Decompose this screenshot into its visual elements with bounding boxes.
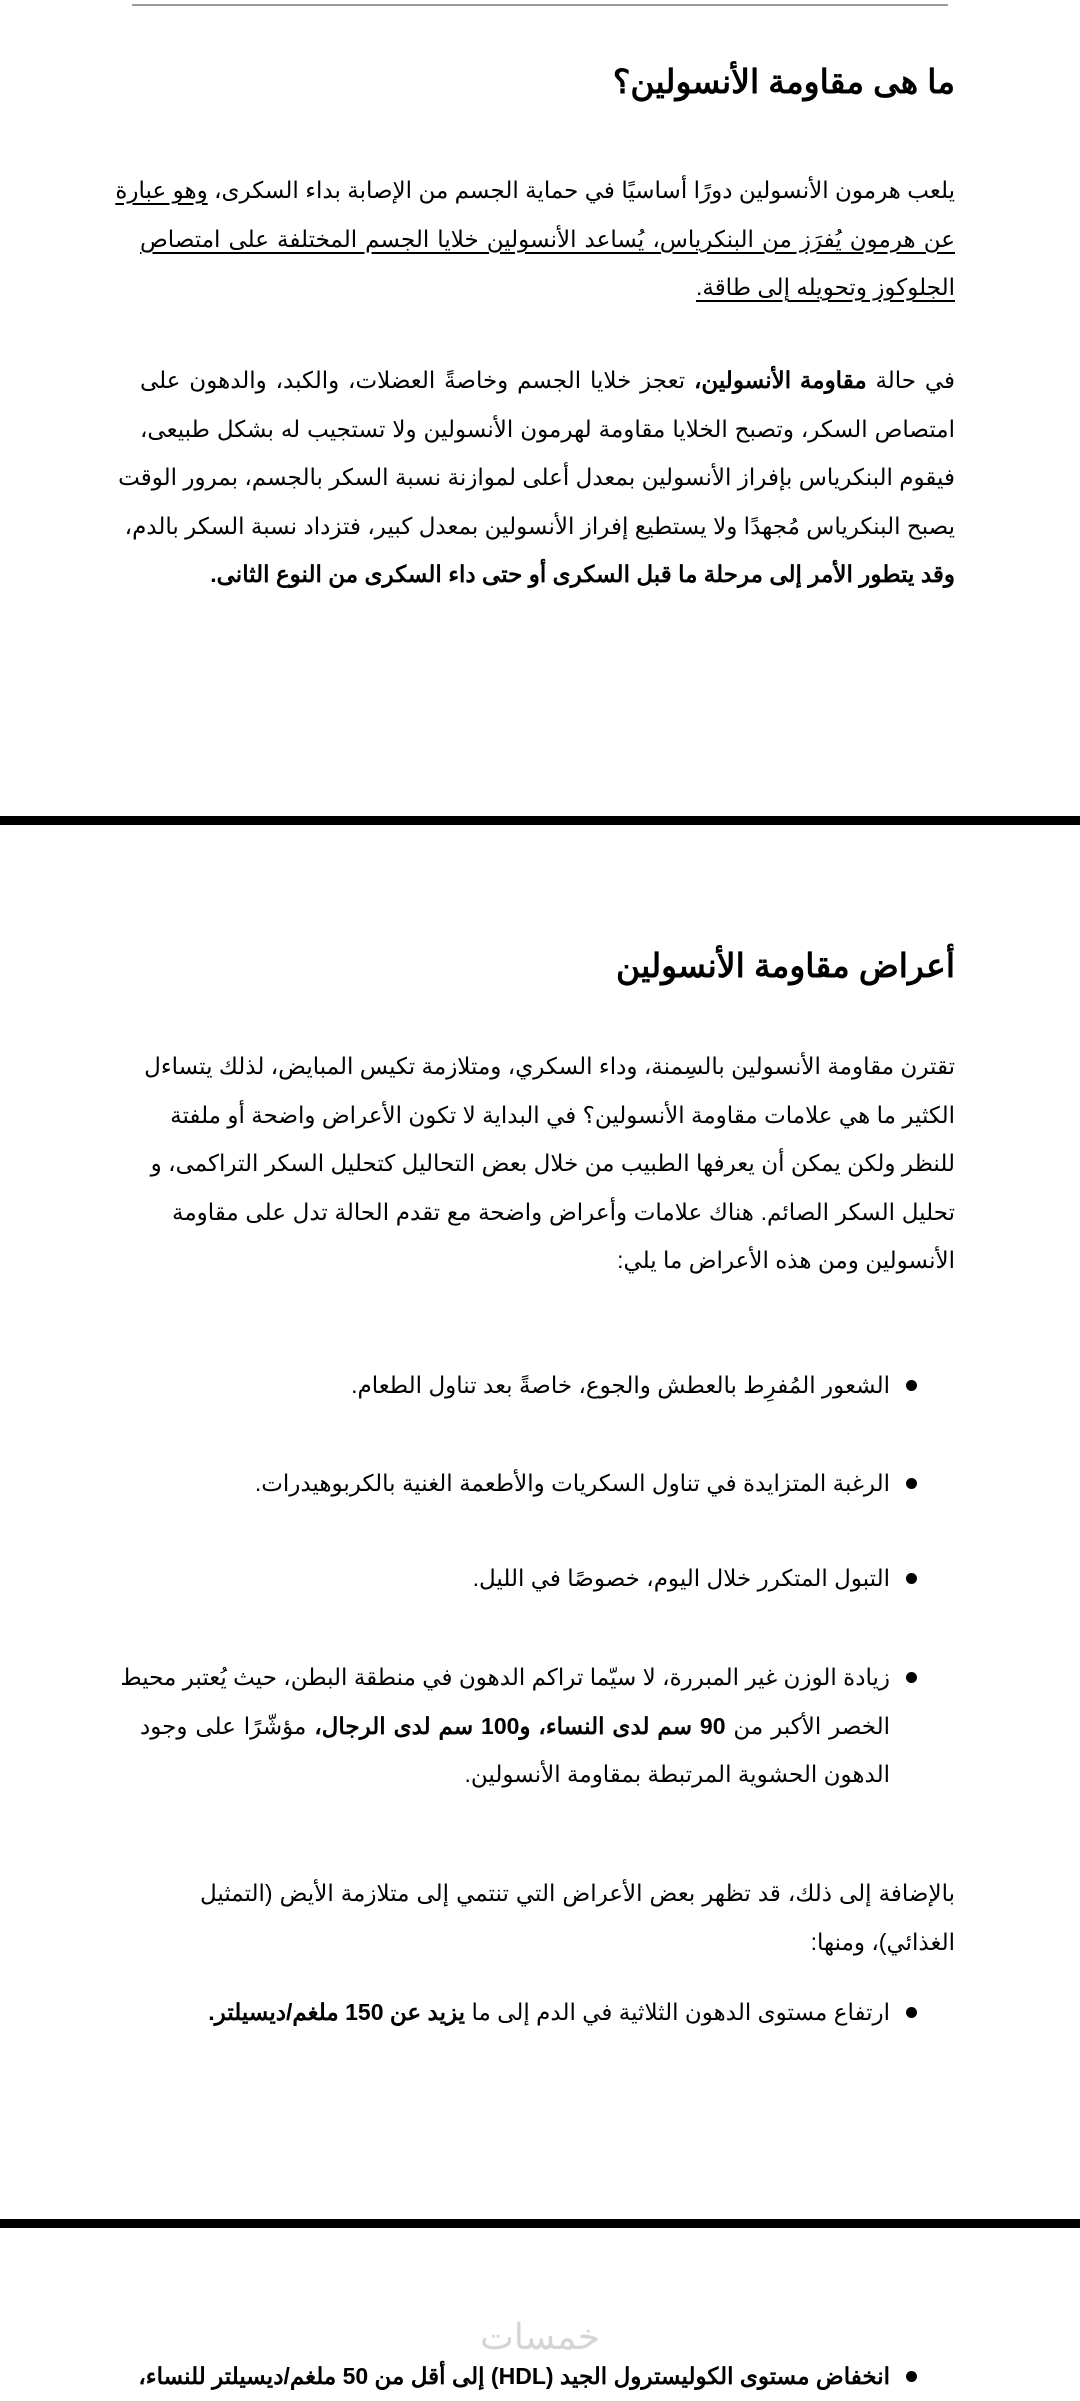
- text-line: [140, 263, 955, 312]
- text-line: [172, 1236, 955, 1285]
- text: التبول المتكرر خلال اليوم، خصوصًا في الليل.: [472, 1565, 890, 1591]
- underlined-text: وهو عبارة: [115, 177, 208, 203]
- section-title-what-is: ما هى مقاومة الأنسولين؟: [612, 63, 955, 100]
- text-line: [140, 215, 955, 264]
- page-break-bar: [0, 2219, 1080, 2228]
- text-line: [124, 502, 955, 551]
- text: يلعب هرمون الأنسولين دورًا أساسيًا في حماية الجسم من الإصابة بداء السكرى،: [207, 177, 955, 203]
- text: امتصاص السكر، وتصبح الخلايا مقاومة لهرمون الأنسولين ولا تستجيب له بشكل طبيعى،: [140, 415, 955, 442]
- text-line: [172, 1188, 955, 1237]
- list-item: [150, 1361, 890, 1410]
- bullet-icon: [906, 1478, 917, 1489]
- text-line: [140, 405, 955, 454]
- text-line: [150, 1139, 955, 1188]
- text: بالإضافة إلى ذلك، قد تظهر بعض الأعراض التي تنتمي إلى متلازمة الأيض (التمثيل: [200, 1880, 955, 1906]
- text: مؤشّرًا على وجود: [140, 1712, 315, 1739]
- bullet-icon: [906, 2007, 917, 2018]
- bullet-icon: [906, 1672, 917, 1683]
- section-title-symptoms: أعراض مقاومة الأنسولين: [616, 947, 955, 984]
- bold-text: انخفاض مستوى الكوليسترول الجيد (HDL) إلى: [445, 2363, 890, 2389]
- text-line: [140, 356, 955, 405]
- bold-text: 90 سم لدى النساء، و100 سم لدى الرجال،: [314, 1712, 726, 1739]
- bold-text: يزيد عن 150 ملغم/ديسيلتر.: [208, 1999, 466, 2025]
- text-line: [140, 1702, 890, 1751]
- paragraph-metabolic-syndrome: [200, 1869, 955, 1966]
- list-item: [150, 1554, 890, 1603]
- text: في حالة: [866, 367, 955, 393]
- text: فيقوم البنكرياس بإفراز الأنسولين بمعدل أعلى لموازنة نسبة السكر بالجسم، بمرور الوقت: [118, 464, 955, 490]
- text-line: [150, 1554, 890, 1603]
- text-line: [115, 166, 955, 215]
- text-line: [172, 1091, 955, 1140]
- text-line: [150, 1361, 890, 1410]
- text-line: [140, 550, 955, 599]
- watermark-logo: خمسات: [479, 2316, 601, 2357]
- text-line: [138, 2352, 890, 2401]
- list-item: [150, 1459, 890, 1508]
- text: تعجز خلايا الجسم وخاصةً العضلات، والكبد، والدهون على: [140, 367, 694, 393]
- underlined-text: عن هرمون يُفرَز من البنكرياس، يُساعد الأنسولين خلايا الجسم المختلفة على امتصاص: [140, 225, 955, 252]
- text: تحليل السكر الصائم. هناك علامات وأعراض واضحة مع تقدم الحالة تدل على مقاومة: [172, 1198, 955, 1225]
- text: الكثير ما هي علامات مقاومة الأنسولين؟ في البداية لا تكون الأعراض واضحة أو ملفتة: [170, 1101, 955, 1128]
- text: تقترن مقاومة الأنسولين بالسِمنة، وداء السكري، ومتلازمة تكيس المبايض، لذلك يتساءل: [144, 1053, 955, 1079]
- bold-text: وقد يتطور الأمر إلى مرحلة ما قبل السكرى أو حتى داء السكرى من النوع الثانى.: [210, 561, 955, 587]
- text: الشعور المُفرِط بالعطش والجوع، خاصةً بعد تناول الطعام.: [351, 1372, 890, 1398]
- paragraph-intro: [115, 166, 955, 312]
- text: الغذائي)، ومنها:: [810, 1928, 955, 1955]
- bullet-icon: [906, 2371, 917, 2382]
- page-break-bar: [0, 816, 1080, 825]
- text-line: [118, 453, 955, 502]
- bullet-icon: [906, 1573, 917, 1584]
- text: الأنسولين ومن هذه الأعراض ما يلي:: [617, 1247, 955, 1273]
- bullet-icon: [906, 1380, 917, 1391]
- text: يصبح البنكرياس مُجهدًا ولا يستطيع إفراز الأنسولين بمعدل كبير، فتزداد نسبة السكر بالدم،: [124, 512, 955, 539]
- list-item: [150, 1988, 890, 2037]
- text-line: [200, 1918, 955, 1967]
- text-line: [150, 1459, 890, 1508]
- text: ارتفاع مستوى الدهون الثلاثية في الدم إلى ما: [465, 1999, 890, 2025]
- text-line: [144, 1042, 955, 1091]
- bold-text: مقاومة الأنسولين،: [693, 367, 867, 393]
- paragraph-symptoms-intro: [144, 1042, 955, 1285]
- text-line: [150, 1988, 890, 2037]
- text: للنظر ولكن يمكن أن يعرفها الطبيب من خلال بعض التحاليل كتحليل السكر التراكمى، و: [150, 1150, 955, 1176]
- text-line: [200, 1869, 955, 1918]
- text-line: [140, 1750, 890, 1799]
- paragraph-insulin-resistance: [118, 356, 955, 599]
- text: زيادة الوزن غير المبررة، لا سيّما تراكم الدهون في منطقة البطن، حيث يُعتبر محيط: [120, 1664, 890, 1690]
- bold-text: أقل من 50 ملغم/ديسيلتر للنساء،: [138, 2363, 446, 2389]
- underlined-text: الجلوكوز وتحويله إلى طاقة.: [695, 274, 955, 300]
- list-item: [120, 1653, 891, 1799]
- text: الرغبة المتزايدة في تناول السكريات والأطعمة الغنية بالكربوهيدرات.: [254, 1470, 890, 1496]
- list-item: [138, 2352, 890, 2401]
- text-line: [120, 1653, 890, 1702]
- text: الخصر الأكبر من: [725, 1712, 891, 1739]
- top-divider: [132, 4, 948, 6]
- text: الدهون الحشوية المرتبطة بمقاومة الأنسولين.: [464, 1761, 890, 1787]
